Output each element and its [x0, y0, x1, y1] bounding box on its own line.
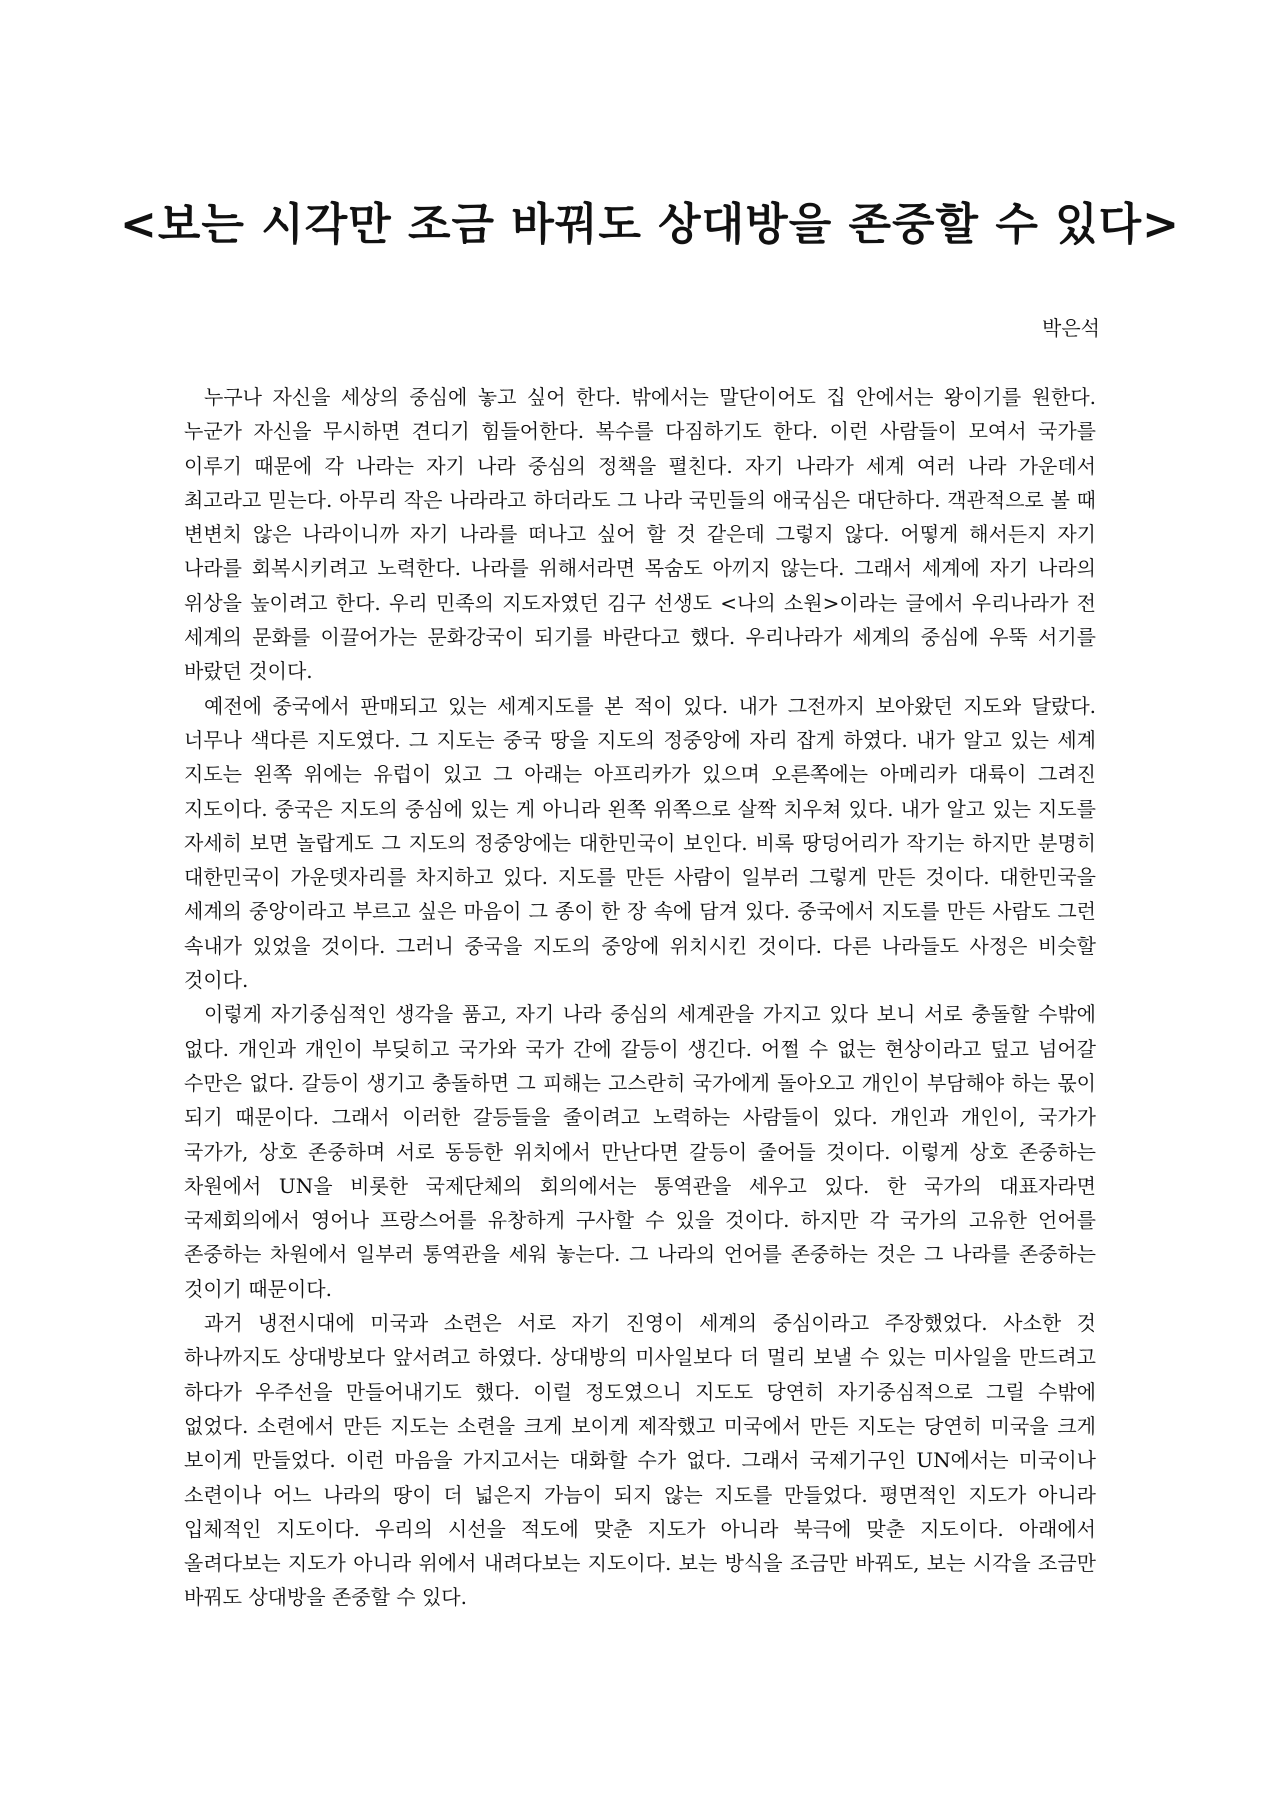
author-name: 박은석 [1042, 316, 1100, 340]
document-body [184, 380, 1096, 1615]
paragraph: 누구나 자신을 세상의 중심에 놓고 싶어 한다. 밖에서는 말단이어도 집 안에서는 왕이기를 원한다. 누군가 자신을 무시하면 견디기 힘들어한다. 복수를 다짐하기도 한다. 이런 사람들이 모여서 국가를 이루기 때문에 각 나라는 자기 나라 중심의 정책을 펼친다. 자기 나라가 세계 여러 나라 가운데서 최고라고 믿는다. 아무리 작은 나라라고 하더라도 그 나라 국민들의 애국심은 대단하다. 객관적으로 볼 때 변변치 않은 나라이니까 자기 나라를 떠나고 싶어 할 것 같은데 그렇지 않다. 어떻게 해서든지 자기 나라를 회복시키려고 노력한다. 나라를 위해서라면 목숨도 아끼지 않는다. 그래서 세계에 자기 나라의 위상을 높이려고 한다. 우리 민족의 지도자였던 김구 선생도 <나의 소원>이라는 글에서 우리나라가 전 세계의 문화를 이끌어가는 문화강국이 되기를 바란다고 했다. 우리나라가 세계의 중심에 우뚝 서기를 바랐던 것이다. [184, 385, 1096, 684]
paragraph: 이렇게 자기중심적인 생각을 품고, 자기 나라 중심의 세계관을 가지고 있다 보니 서로 충돌할 수밖에 없다. 개인과 개인이 부딪히고 국가와 국가 간에 갈등이 생긴다. 어쩔 수 없는 현상이라고 덮고 넘어갈 수만은 없다. 갈등이 생기고 충돌하면 그 피해는 고스란히 국가에게 돌아오고 개인이 부담해야 하는 몫이 되기 때문이다. 그래서 이러한 갈등들을 줄이려고 노력하는 사람들이 있다. 개인과 개인이, 국가가 국가가, 상호 존중하며 서로 동등한 위치에서 만난다면 갈등이 줄어들 것이다. 이렇게 상호 존중하는 차원에서 UN을 비롯한 국제단체의 회의에서는 통역관을 세우고 있다. 한 국가의 대표자라면 국제회의에서 영어나 프랑스어를 유창하게 구사할 수 있을 것이다. 하지만 각 국가의 고유한 언어를 존중하는 차원에서 일부러 통역관을 세워 놓는다. 그 나라의 언어를 존중하는 것은 그 나라를 존중하는 것이기 때문이다. [184, 1002, 1096, 1301]
document-title: <보는 시각만 조금 바꿔도 상대방을 존중할 수 있다> [120, 199, 1181, 250]
paragraph: 예전에 중국에서 판매되고 있는 세계지도를 본 적이 있다. 내가 그전까지 보아왔던 지도와 달랐다. 너무나 색다른 지도였다. 그 지도는 중국 땅을 지도의 정중앙에 자리 잡게 하였다. 내가 알고 있는 세계 지도는 왼쪽 위에는 유럽이 있고 그 아래는 아프리카가 있으며 오른쪽에는 아메리카 대륙이 그려진 지도이다. 중국은 지도의 중심에 있는 게 아니라 왼쪽 위쪽으로 살짝 치우쳐 있다. 내가 알고 있는 지도를 자세히 보면 놀랍게도 그 지도의 정중앙에는 대한민국이 보인다. 비록 땅덩어리가 작기는 하지만 분명히 대한민국이 가운뎃자리를 차지하고 있다. 지도를 만든 사람이 일부러 그렇게 만든 것이다. 대한민국을 세계의 중앙이라고 부르고 싶은 마음이 그 종이 한 장 속에 담겨 있다. 중국에서 지도를 만든 사람도 그런 속내가 있었을 것이다. 그러니 중국을 지도의 중앙에 위치시킨 것이다. 다른 나라들도 사정은 비슷할 것이다. [184, 693, 1096, 993]
paragraph: 과거 냉전시대에 미국과 소련은 서로 자기 진영이 세계의 중심이라고 주장했었다. 사소한 것 하나까지도 상대방보다 앞서려고 하였다. 상대방의 미사일보다 더 멀리 보낼 수 있는 미사일을 만드려고 하다가 우주선을 만들어내기도 했다. 이럴 정도였으니 지도도 당연히 자기중심적으로 그릴 수밖에 없었다. 소련에서 만든 지도는 소련을 크게 보이게 제작했고 미국에서 만든 지도는 당연히 미국을 크게 보이게 만들었다. 이런 마음을 가지고서는 대화할 수가 없다. 그래서 국제기구인 UN에서는 미국이나 소련이나 어느 나라의 땅이 더 넓은지 가늠이 되지 않는 지도를 만들었다. 평면적인 지도가 아니라 입체적인 지도이다. 우리의 시선을 적도에 맞춘 지도가 아니라 북극에 맞춘 지도이다. 아래에서 올려다보는 지도가 아니라 위에서 내려다보는 지도이다. 보는 방식을 조금만 바꿔도, 보는 시각을 조금만 바꿔도 상대방을 존중할 수 있다. [184, 1311, 1096, 1610]
